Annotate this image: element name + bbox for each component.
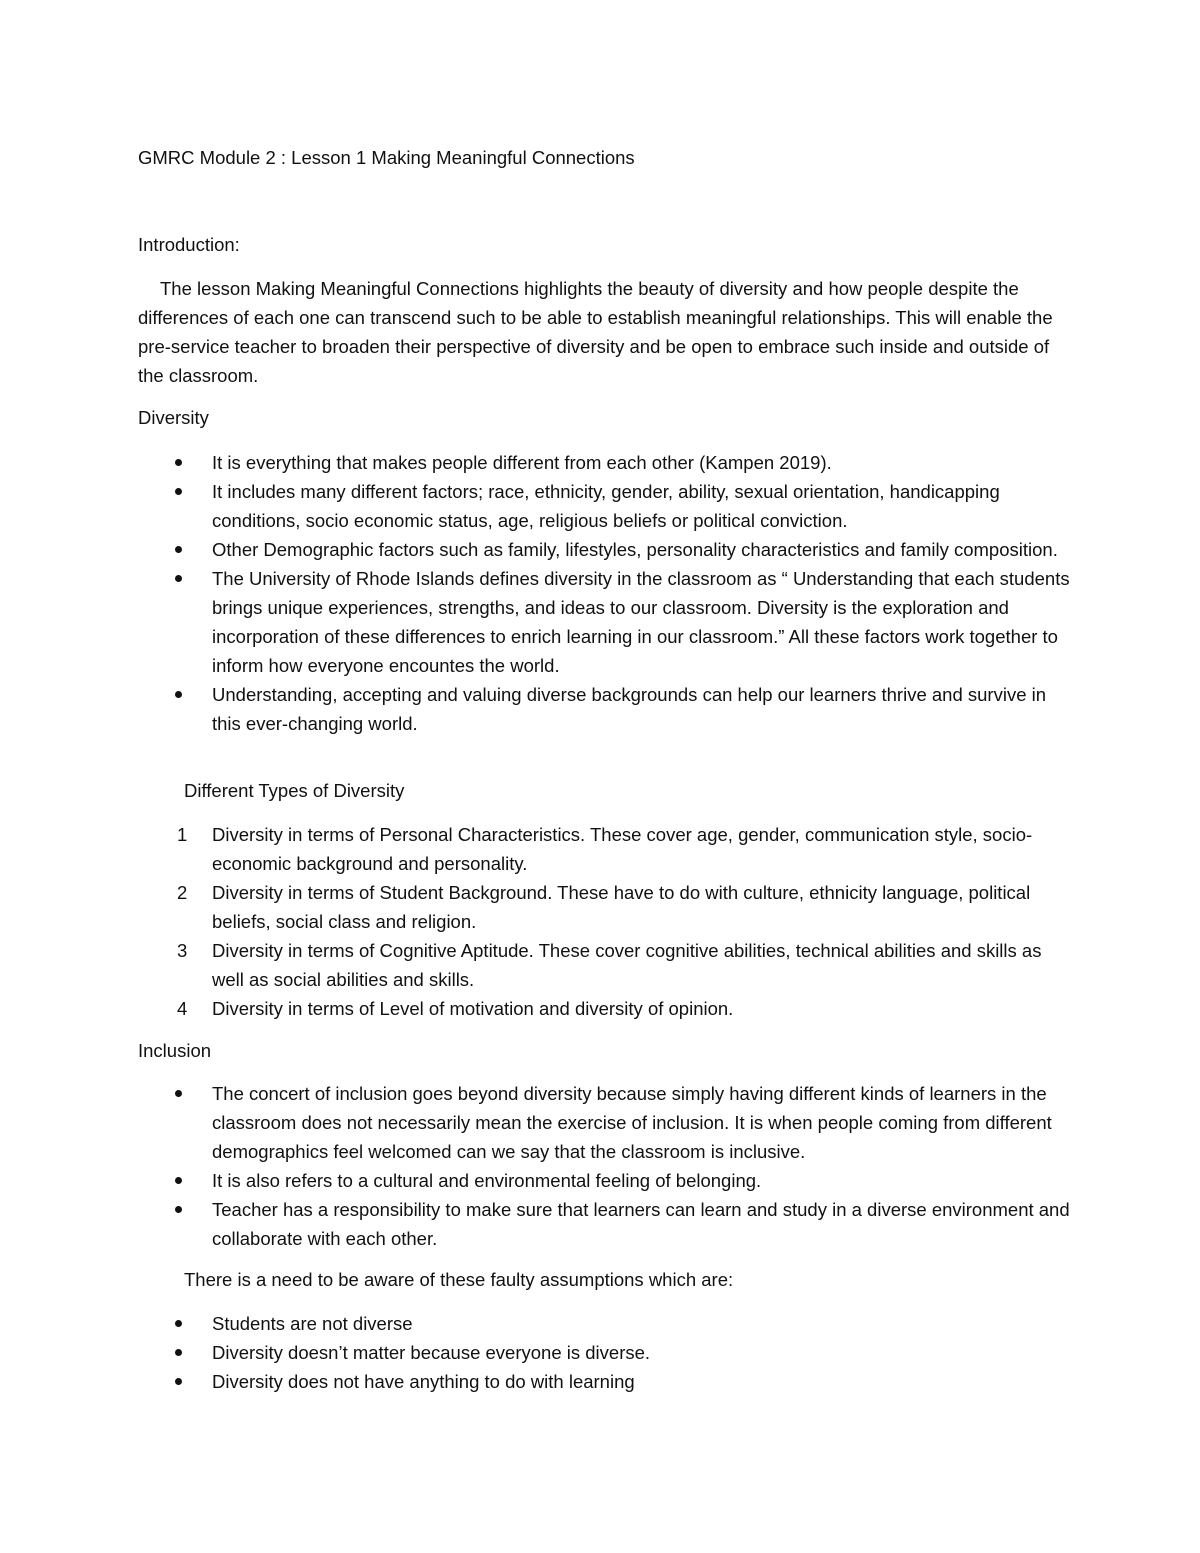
list-item-text: It is also refers to a cultural and environmental feeling of belonging. [212, 1170, 762, 1191]
list-item-text: Students are not diverse [212, 1313, 413, 1334]
intro-paragraph [138, 274, 1073, 390]
list-item-text: The University of Rhode Islands defines diversity in the classroom as “ Understanding that each students brings unique experiences, strengths, and ideas to our classroom. Diversity is the exploration and incorporation of these differences to enrich learning in our classroom.” All these factors work together to inform how everyone encountes the world. [212, 568, 1070, 676]
list-item-text: Diversity doesn’t matter because everyone is diverse. [212, 1342, 651, 1363]
intro-heading: Introduction: [138, 234, 240, 255]
list-item-text: The concert of inclusion goes beyond diversity because simply having different kinds of learners in the classroom does not necessarily mean the exercise of inclusion. It is when people coming from different demographics feel welcomed can we say that the classroom is inclusive. [212, 1083, 1052, 1162]
list-item [174, 820, 1072, 878]
list-item [174, 1166, 1072, 1195]
list-item [174, 477, 1072, 535]
list-item [174, 1079, 1072, 1166]
list-number: 1 [177, 824, 188, 845]
diversity-bullet-list [174, 448, 1072, 738]
list-item [174, 448, 1072, 477]
list-item [174, 994, 1072, 1023]
list-item-text: It includes many different factors; race, ethnicity, gender, ability, sexual orientation, handicapping conditions, socio economic status, age, religious beliefs or political conviction. [212, 481, 1000, 531]
list-number: 4 [177, 998, 188, 1019]
list-item-text: Diversity in terms of Personal Characteristics. These cover age, gender, communication style, socio-economic background and personality. [212, 824, 1033, 874]
assumptions-heading: There is a need to be aware of these faulty assumptions which are: [184, 1269, 734, 1290]
list-item-text: Understanding, accepting and valuing diverse backgrounds can help our learners thrive and survive in this ever-changing world. [212, 684, 1047, 734]
types-numbered-list [174, 820, 1072, 1023]
inclusion-bullet-list [174, 1079, 1072, 1253]
list-item [174, 1338, 1072, 1367]
list-item [174, 1367, 1072, 1396]
assumptions-bullet-list [174, 1309, 1072, 1396]
document-title: GMRC Module 2 : Lesson 1 Making Meaningful Connections [138, 147, 635, 168]
intro-paragraph-text: The lesson Making Meaningful Connections highlights the beauty of diversity and how people despite the differences of each one can transcend such to be able to establish meaningful relationships. This will enable the pre-service teacher to broaden their perspective of diversity and be open to embrace such inside and outside of the classroom. [138, 278, 1053, 386]
diversity-heading: Diversity [138, 407, 209, 428]
list-item-text: Diversity in terms of Student Background. These have to do with culture, ethnicity language, political beliefs, social class and religion. [212, 882, 1031, 932]
list-item-text: Diversity in terms of Level of motivation and diversity of opinion. [212, 998, 734, 1019]
list-item-text: Diversity in terms of Cognitive Aptitude. These cover cognitive abilities, technical abilities and skills as well as social abilities and skills. [212, 940, 1042, 990]
inclusion-heading: Inclusion [138, 1040, 212, 1061]
list-item-text: Teacher has a responsibility to make sure that learners can learn and study in a diverse environment and collaborate with each other. [212, 1199, 1070, 1249]
list-item [174, 680, 1072, 738]
list-item [174, 1309, 1072, 1338]
list-item-text: Other Demographic factors such as family, lifestyles, personality characteristics and family composition. [212, 539, 1058, 560]
list-item [174, 936, 1072, 994]
list-item [174, 535, 1072, 564]
list-item-text: It is everything that makes people different from each other (Kampen 2019). [212, 452, 832, 473]
list-number: 2 [177, 882, 188, 903]
list-item [174, 564, 1072, 680]
list-item-text: Diversity does not have anything to do with learning [212, 1371, 635, 1392]
list-number: 3 [177, 940, 188, 961]
list-item [174, 878, 1072, 936]
list-item [174, 1195, 1072, 1253]
types-heading: Different Types of Diversity [184, 780, 405, 801]
